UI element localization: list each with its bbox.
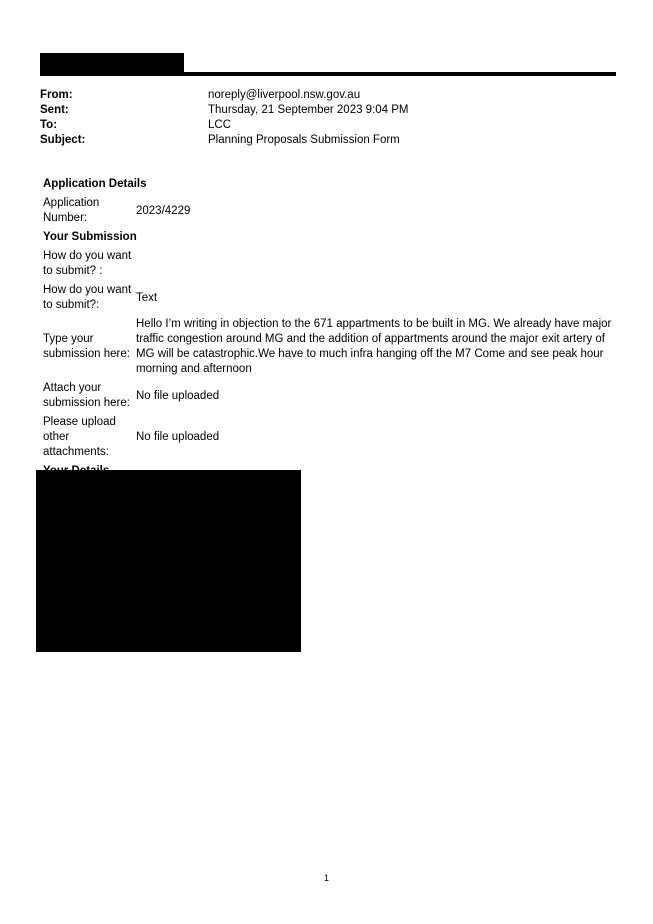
from-value: noreply@liverpool.nsw.gov.au: [208, 89, 361, 101]
submission-form: [43, 177, 613, 483]
how-submit-row-2: [43, 283, 613, 313]
header-rule: [40, 72, 616, 76]
section-your-submission: Your Submission: [43, 231, 137, 243]
how-submit-label-2: How do you want to submit?:: [43, 284, 132, 311]
type-submission-row: [43, 317, 613, 377]
how-submit-value-2: Text: [136, 291, 158, 304]
subject-label: Subject:: [40, 134, 86, 146]
subject-row: [40, 133, 409, 148]
redacted-block-header: [40, 53, 184, 74]
upload-other-label: Please upload other attachments:: [43, 416, 116, 458]
application-number-label: Application Number:: [43, 197, 100, 224]
type-submission-label: Type your submission here:: [43, 333, 130, 360]
application-number-value: 2023/4229: [136, 204, 191, 217]
upload-other-row: [43, 415, 613, 460]
upload-other-value: No file uploaded: [136, 431, 220, 443]
sent-value: Thursday, 21 September 2023 9:04 PM: [208, 104, 409, 116]
attach-label: Attach your submission here:: [43, 382, 130, 409]
to-row: [40, 118, 409, 133]
sent-label: Sent:: [40, 104, 69, 116]
attach-value: No file uploaded: [136, 389, 220, 402]
how-submit-row-1: [43, 249, 613, 279]
subject-value: Planning Proposals Submission Form: [208, 134, 400, 146]
sent-row: [40, 103, 409, 118]
email-header: [40, 88, 409, 148]
page-number: 1: [323, 873, 329, 883]
to-value: LCC: [208, 119, 232, 131]
section-application-details: Application Details: [43, 178, 147, 190]
application-number-row: [43, 196, 613, 226]
from-row: [40, 88, 409, 103]
redacted-block-details: [36, 470, 301, 652]
type-submission-value: Hello I’m writing in objection to the 671 appartments to be built in MG. We already have major traffic congestion around MG and the addition of appartments around the major exit artery of MG will be catastrophic.We have to much infra hanging off the M7 Come and see peak hour morning and afternoon: [136, 318, 612, 375]
attach-row: [43, 381, 613, 411]
from-label: From:: [40, 89, 73, 101]
to-label: To:: [40, 119, 58, 131]
how-submit-label-1: How do you want to submit? :: [43, 250, 132, 277]
